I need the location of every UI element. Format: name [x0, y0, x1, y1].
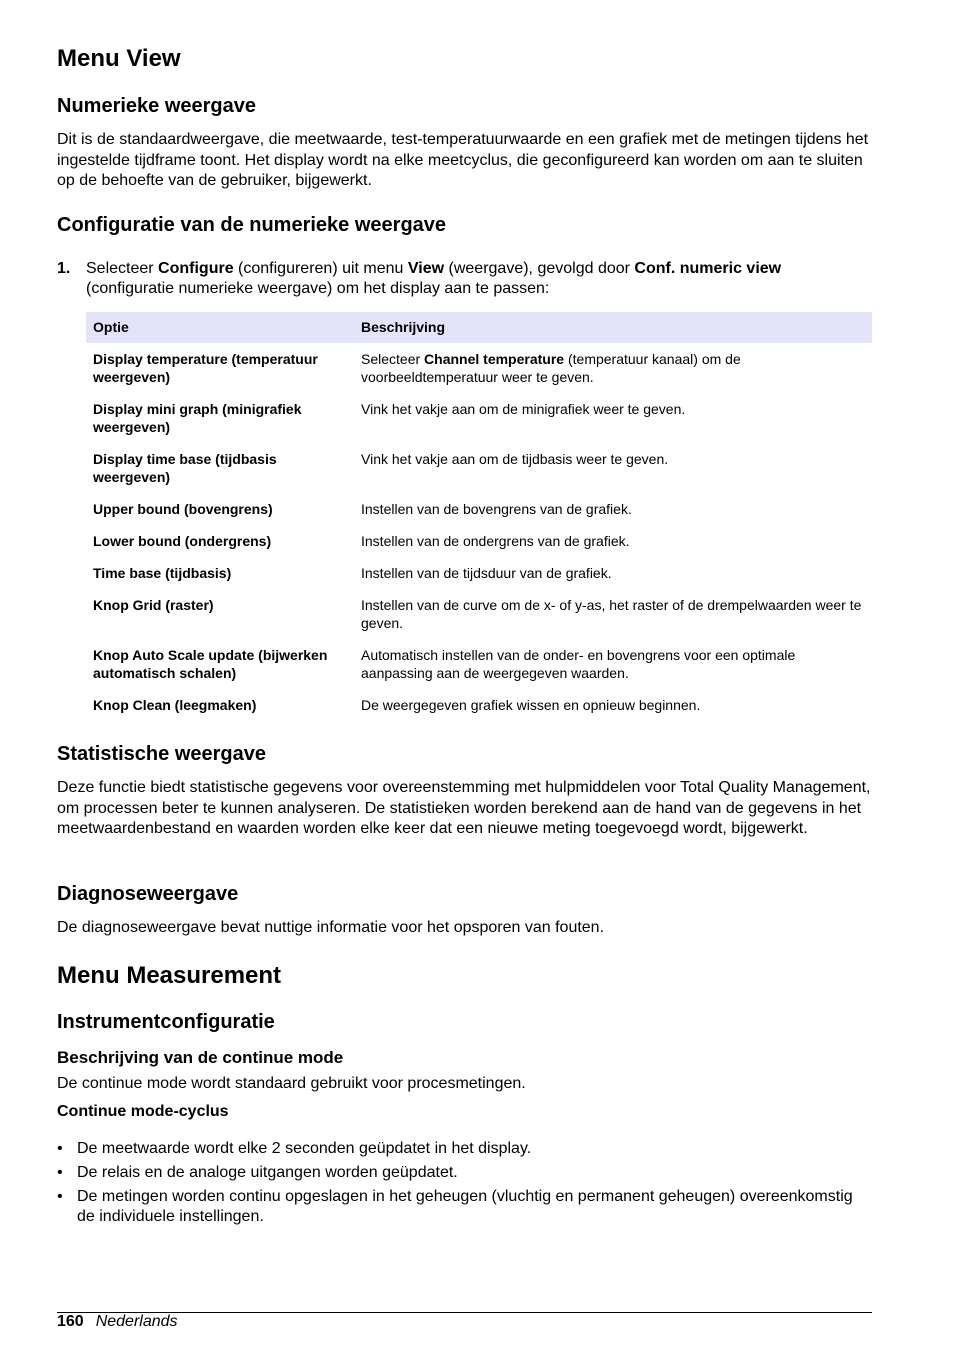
- step-1: [57, 259, 872, 299]
- footer-divider: [57, 1312, 872, 1313]
- description-cell: Instellen van de ondergrens van de grafiek.: [361, 533, 630, 549]
- heading-instrumentconfiguratie: Instrumentconfiguratie: [57, 1011, 275, 1033]
- heading-statistische-weergave: Statistische weergave: [57, 743, 266, 765]
- list-item: [57, 1187, 872, 1227]
- option-cell: Display temperature (temperatuur weergeven): [93, 351, 318, 385]
- bullet-marker: •: [57, 1164, 63, 1181]
- heading-menu-measurement: Menu Measurement: [57, 962, 282, 989]
- description-cell: Automatisch instellen van de onder- en bovengrens voor een optimale aanpassing aan de weergegeven waarden.: [361, 647, 796, 681]
- table-row: [86, 343, 872, 394]
- description-cell: Instellen van de bovengrens van de grafiek.: [361, 501, 632, 517]
- option-cell: Display mini graph (minigrafiek weergeven): [93, 401, 302, 435]
- table-row: [86, 558, 872, 590]
- list-item: [57, 1163, 872, 1183]
- description-cell: Instellen van de curve om de x- of y-as, het raster of de drempelwaarden weer te geven.: [361, 597, 862, 631]
- description-cell: Instellen van de tijdsduur van de grafiek.: [361, 565, 612, 581]
- paragraph-statistische-weergave: Deze functie biedt statistische gegevens voor overeenstemming met hulpmiddelen voor Total Quality Management, om processen beter te kunnen analyseren. De statistieken worden berekend aan de hand van de gegevens in het meetwaardenbestand en waarden worden elke keer dat een nieuwe meting toegevoegd wordt, bijgewerkt.: [57, 779, 871, 837]
- column-header-beschrijving: Beschrijving: [354, 312, 872, 343]
- page-footer: [57, 1312, 178, 1332]
- heading-continue-mode: Beschrijving van de continue mode: [57, 1048, 344, 1067]
- options-table: [86, 312, 872, 722]
- list-item-text: De meetwaarde wordt elke 2 seconden geüpdatet in het display.: [77, 1140, 532, 1157]
- heading-configuratie: Configuratie van de numerieke weergave: [57, 214, 447, 236]
- bullet-marker: •: [57, 1188, 63, 1205]
- heading-numerieke-weergave: Numerieke weergave: [57, 95, 257, 117]
- step-text: Selecteer Configure (configureren) uit menu View (weergave), gevolgd door Conf. numeric view (configuratie numerieke weergave) om het display aan te passen:: [86, 260, 782, 297]
- footer-language: Nederlands: [95, 1313, 178, 1330]
- table-row: [86, 394, 872, 444]
- list-item-text: De metingen worden continu opgeslagen in het geheugen (vluchtig en permanent geheugen) overeenkomstig de individuele instellingen.: [77, 1188, 853, 1225]
- table-row: [86, 690, 872, 722]
- column-header-optie: Optie: [86, 312, 354, 343]
- list-item-text: De relais en de analoge uitgangen worden geüpdatet.: [77, 1164, 458, 1181]
- description-cell: De weergegeven grafiek wissen en opnieuw beginnen.: [361, 697, 701, 713]
- option-cell: Knop Auto Scale update (bijwerken automatisch schalen): [93, 647, 328, 681]
- paragraph-numerieke-weergave: Dit is de standaardweergave, die meetwaarde, test-temperatuurwaarde en een grafiek met de metingen tijdens het ingestelde tijdframe toont. Het display wordt na elke meetcyclus, die geconfigureerd kan worden om aan te sluiten op de behoefte van de gebruiker, bijgewerkt.: [57, 131, 869, 189]
- bullet-marker: •: [57, 1140, 63, 1157]
- description-cell: Vink het vakje aan om de tijdbasis weer te geven.: [361, 451, 669, 467]
- description-cell: Selecteer Channel temperature (temperatuur kanaal) om de voorbeeldtemperatuur weer te geven.: [361, 351, 741, 385]
- step-number: 1.: [57, 260, 71, 277]
- heading-menu-view: Menu View: [57, 45, 181, 72]
- option-cell: Lower bound (ondergrens): [93, 533, 272, 549]
- table-row: [86, 590, 872, 640]
- table-row: [86, 494, 872, 526]
- bullet-list: [57, 1139, 872, 1231]
- table-row: [86, 444, 872, 494]
- option-cell: Time base (tijdbasis): [93, 565, 232, 581]
- option-cell: Display time base (tijdbasis weergeven): [93, 451, 277, 485]
- table-row: [86, 640, 872, 690]
- option-cell: Knop Clean (leegmaken): [93, 697, 257, 713]
- table-header-row: [86, 312, 872, 343]
- paragraph-continue-mode: De continue mode wordt standaard gebruikt voor procesmetingen.: [57, 1075, 526, 1092]
- paragraph-diagnoseweergave: De diagnoseweergave bevat nuttige informatie voor het opsporen van fouten.: [57, 919, 605, 936]
- heading-diagnoseweergave: Diagnoseweergave: [57, 883, 239, 905]
- option-cell: Knop Grid (raster): [93, 597, 214, 613]
- page-number: 160: [57, 1313, 84, 1330]
- option-cell: Upper bound (bovengrens): [93, 501, 273, 517]
- table-row: [86, 526, 872, 558]
- heading-continue-mode-cyclus: Continue mode-cyclus: [57, 1103, 229, 1120]
- description-cell: Vink het vakje aan om de minigrafiek weer te geven.: [361, 401, 686, 417]
- list-item: [57, 1139, 872, 1159]
